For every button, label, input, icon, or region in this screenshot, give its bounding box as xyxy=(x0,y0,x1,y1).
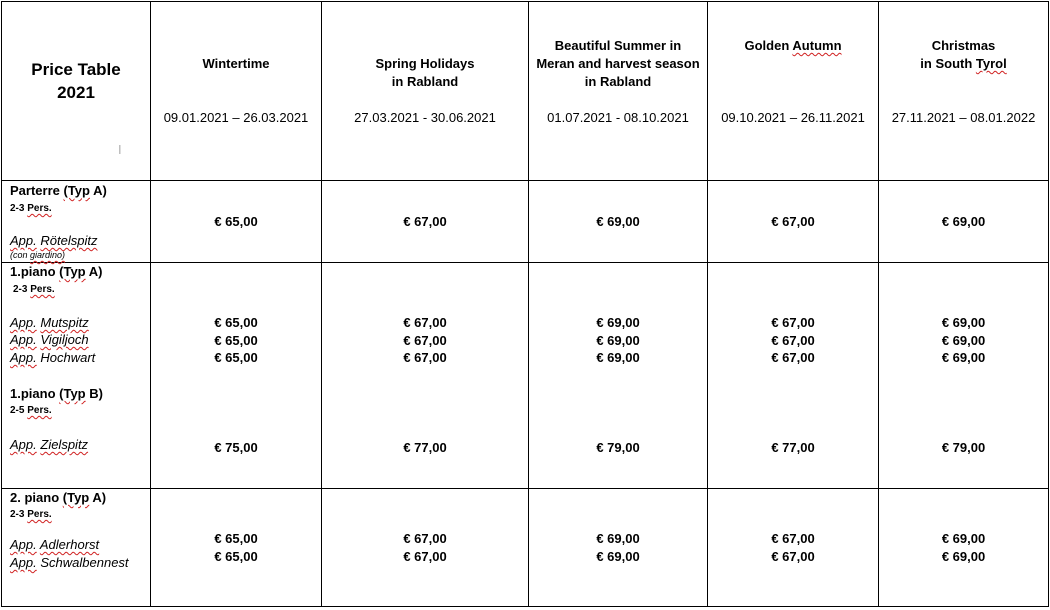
price-cell xyxy=(151,181,322,263)
price-cell xyxy=(529,263,708,489)
season-name: Golden Autumn xyxy=(744,38,842,53)
apartment-label: App. Hochwart xyxy=(10,350,96,365)
persons-label: 2-3 Pers. xyxy=(10,203,52,214)
season-header-autumn xyxy=(708,2,879,181)
row-label-cell xyxy=(2,263,151,489)
price-value: € 67,00 xyxy=(771,531,815,546)
price-value: € 77,00 xyxy=(771,440,815,455)
price-cell xyxy=(529,181,708,263)
price-value: € 67,00 xyxy=(771,214,815,229)
price-value: € 69,00 xyxy=(596,214,640,229)
text-cursor-icon: I xyxy=(118,142,122,157)
table-row xyxy=(2,181,1049,263)
price-value: € 67,00 xyxy=(403,549,447,564)
price-value: € 79,00 xyxy=(596,440,640,455)
price-value: € 65,00 xyxy=(214,531,258,546)
price-value: € 67,00 xyxy=(771,549,815,564)
price-value: € 69,00 xyxy=(596,531,640,546)
price-value: € 69,00 xyxy=(596,350,640,365)
table-title: Price Table 2021 xyxy=(31,60,121,102)
season-name: Christmas in South Tyrol xyxy=(920,38,1007,71)
price-value: € 69,00 xyxy=(941,531,986,546)
season-header-christmas xyxy=(879,2,1049,181)
apartment-label: App. Adlerhorst xyxy=(10,537,100,552)
apartment-label: App. Mutspitz xyxy=(10,315,89,330)
price-value: € 67,00 xyxy=(771,332,815,348)
apartment-note: (con giardino) xyxy=(10,250,66,260)
price-value: € 67,00 xyxy=(403,214,447,229)
season-dates: 27.11.2021 – 08.01.2022 xyxy=(891,110,1036,125)
price-value: € 69,00 xyxy=(941,315,986,330)
price-cell xyxy=(529,489,708,607)
apartment-label: App. Schwalbennest xyxy=(10,555,129,570)
price-value: € 67,00 xyxy=(771,315,815,330)
price-value: € 67,00 xyxy=(403,332,447,348)
season-header-spring xyxy=(322,2,529,181)
price-cell xyxy=(322,489,529,607)
apartment-label: App. Zielspitz xyxy=(10,437,89,452)
season-name: Spring Holidays in Rabland xyxy=(375,56,475,89)
season-dates: 09.01.2021 – 26.03.2021 xyxy=(163,110,309,125)
price-value: € 69,00 xyxy=(596,332,640,348)
row-label-cell xyxy=(2,489,151,607)
price-value: € 79,00 xyxy=(941,440,986,455)
season-dates: 27.03.2021 - 30.06.2021 xyxy=(354,110,496,125)
price-value: € 77,00 xyxy=(403,440,447,455)
price-cell xyxy=(879,489,1049,607)
price-cell xyxy=(708,181,879,263)
price-cell xyxy=(151,263,322,489)
season-dates: 01.07.2021 - 08.10.2021 xyxy=(547,110,689,125)
season-name: Beautiful Summer in Meran and harvest season in Rabland xyxy=(536,38,700,89)
price-value: € 69,00 xyxy=(941,214,986,229)
price-value: € 65,00 xyxy=(214,332,258,348)
category-label: 2. piano (Typ A) xyxy=(10,490,107,505)
price-value: € 69,00 xyxy=(596,315,640,330)
persons-label: 2-3 Pers. xyxy=(10,509,52,520)
price-value: € 69,00 xyxy=(941,332,986,348)
price-value: € 67,00 xyxy=(771,350,815,365)
price-value: € 65,00 xyxy=(214,549,258,564)
price-cell xyxy=(708,489,879,607)
row-label-cell xyxy=(2,181,151,263)
persons-label: 2-3 Pers. xyxy=(13,284,55,295)
price-value: € 75,00 xyxy=(214,440,258,455)
table-row xyxy=(2,263,1049,489)
season-dates: 09.10.2021 – 26.11.2021 xyxy=(721,110,865,125)
price-value: € 69,00 xyxy=(941,549,986,564)
season-header-wintertime xyxy=(151,2,322,181)
price-cell xyxy=(879,263,1049,489)
price-value: € 67,00 xyxy=(403,531,447,546)
apartment-label: App. Rötelspitz xyxy=(10,233,98,248)
price-cell xyxy=(151,489,322,607)
price-cell xyxy=(322,181,529,263)
title-cell xyxy=(2,2,151,181)
category-label: Parterre (Typ A) xyxy=(10,183,107,198)
category-label: 1.piano (Typ A) xyxy=(10,264,103,279)
price-value: € 65,00 xyxy=(214,315,258,330)
price-cell xyxy=(708,263,879,489)
price-table xyxy=(1,1,1049,607)
price-cell xyxy=(879,181,1049,263)
category-label: 1.piano (Typ B) xyxy=(10,386,103,401)
price-value: € 67,00 xyxy=(403,350,447,365)
price-value: € 69,00 xyxy=(941,350,986,365)
season-header-summer xyxy=(529,2,708,181)
table-row xyxy=(2,489,1049,607)
season-name: Wintertime xyxy=(202,56,270,71)
persons-label: 2-5 Pers. xyxy=(10,405,52,416)
price-value: € 67,00 xyxy=(403,315,447,330)
header-row xyxy=(2,2,1049,181)
apartment-label: App. Vigiljoch xyxy=(10,332,89,347)
price-cell xyxy=(322,263,529,489)
price-value: € 65,00 xyxy=(214,350,258,365)
price-value: € 65,00 xyxy=(214,214,258,229)
price-value: € 69,00 xyxy=(596,549,640,564)
